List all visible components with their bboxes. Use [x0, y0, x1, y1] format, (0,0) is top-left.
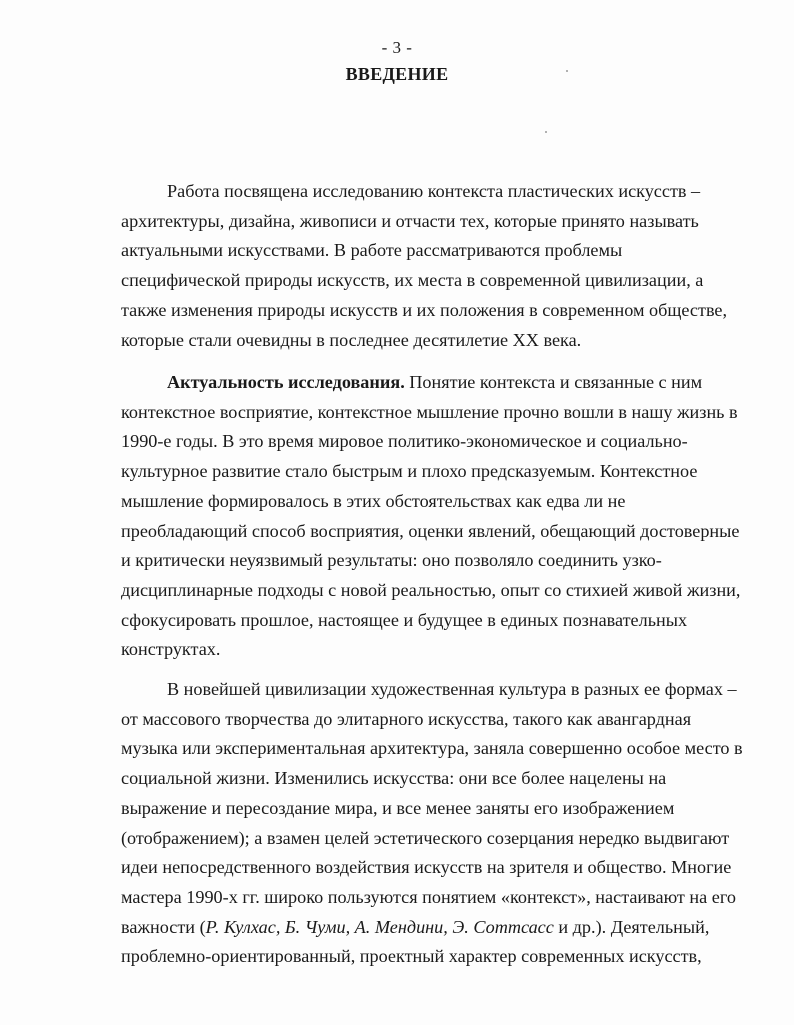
architect-names: Р. Кулхас, Б. Чуми, А. Мендини, Э. Соттсасс: [205, 916, 554, 937]
text-fragment: и др.). Деятельный,: [553, 916, 710, 937]
text-line: от массового творчества до элитарного искусства, такого как авангардная: [121, 708, 692, 729]
page-number: - 3 -: [381, 38, 413, 57]
paragraph-relevance: [121, 368, 741, 665]
text-line: музыка или экспериментальная архитектура, заняла совершенно особое место в: [121, 738, 743, 759]
text-line: Работа посвящена исследованию контекста пластических искусств –: [167, 181, 701, 201]
text-fragment: Понятие контекста и связанные с ним: [404, 372, 703, 392]
text-line: конструктах.: [121, 639, 221, 660]
section-heading: ВВЕДЕНИЕ: [345, 64, 449, 84]
text-line: дисциплинарные подходы с новой реальностью, опыт со стихией живой жизни,: [121, 579, 741, 600]
text-line: и критически неуязвимый результаты: оно позволяло соединить узко-: [121, 550, 662, 571]
text-line: проблемно-ориентированный, проектный характер современных искусств,: [121, 946, 702, 967]
text-line: идеи непосредственного воздействия искусств на зрителя и общество. Многие: [121, 857, 732, 878]
text-line: также изменения природы искусств и их положения в современном обществе,: [121, 299, 728, 320]
text-line: В новейшей цивилизации художественная культура в разных ее формах –: [167, 679, 737, 699]
text-line: 1990-е годы. В это время мировое политико-экономическое и социально-: [121, 431, 688, 452]
text-line: контекстное восприятие, контекстное мышление прочно вошли в нашу жизнь в: [121, 401, 738, 422]
scan-speck: [566, 70, 568, 72]
text-fragment: важности (: [121, 916, 206, 937]
text-line: актуальными искусствами. В работе рассматриваются проблемы: [121, 240, 623, 261]
scan-speck: [545, 131, 547, 133]
text-line: [121, 368, 703, 398]
text-line: культурное развитие стало быстрым и плохо предсказуемым. Контекстное: [121, 461, 698, 482]
text-line: которые стали очевидны в последнее десятилетие XX века.: [121, 329, 582, 350]
paragraph-civilization: [121, 675, 743, 972]
text-line: (отображением); а взамен целей эстетического созерцания нередко выдвигают: [121, 827, 730, 848]
text-line: преобладающий способ восприятия, оценки явлений, обещающий достоверные: [121, 520, 740, 541]
paragraph-intro: [121, 177, 728, 355]
text-line: выражение и пересоздание мира, и все менее заняты его изображением: [121, 797, 675, 818]
text-line: социальной жизни. Изменились искусства: они все более нацелены на: [121, 768, 667, 789]
text-line: специфической природы искусств, их места в современной цивилизации, а: [121, 270, 704, 291]
text-line: архитектуры, дизайна, живописи и отчасти тех, которые принято называть: [121, 210, 699, 231]
relevance-lead: Актуальность исследования.: [167, 372, 405, 392]
text-line: [121, 913, 710, 943]
text-line: мастера 1990-х гг. широко пользуются понятием «контекст», настаивают на его: [121, 886, 736, 907]
text-line: мышление формировалось в этих обстоятельствах как едва ли не: [121, 490, 626, 511]
text-line: сфокусировать прошлое, настоящее и будущее в единых познавательных: [121, 609, 688, 630]
